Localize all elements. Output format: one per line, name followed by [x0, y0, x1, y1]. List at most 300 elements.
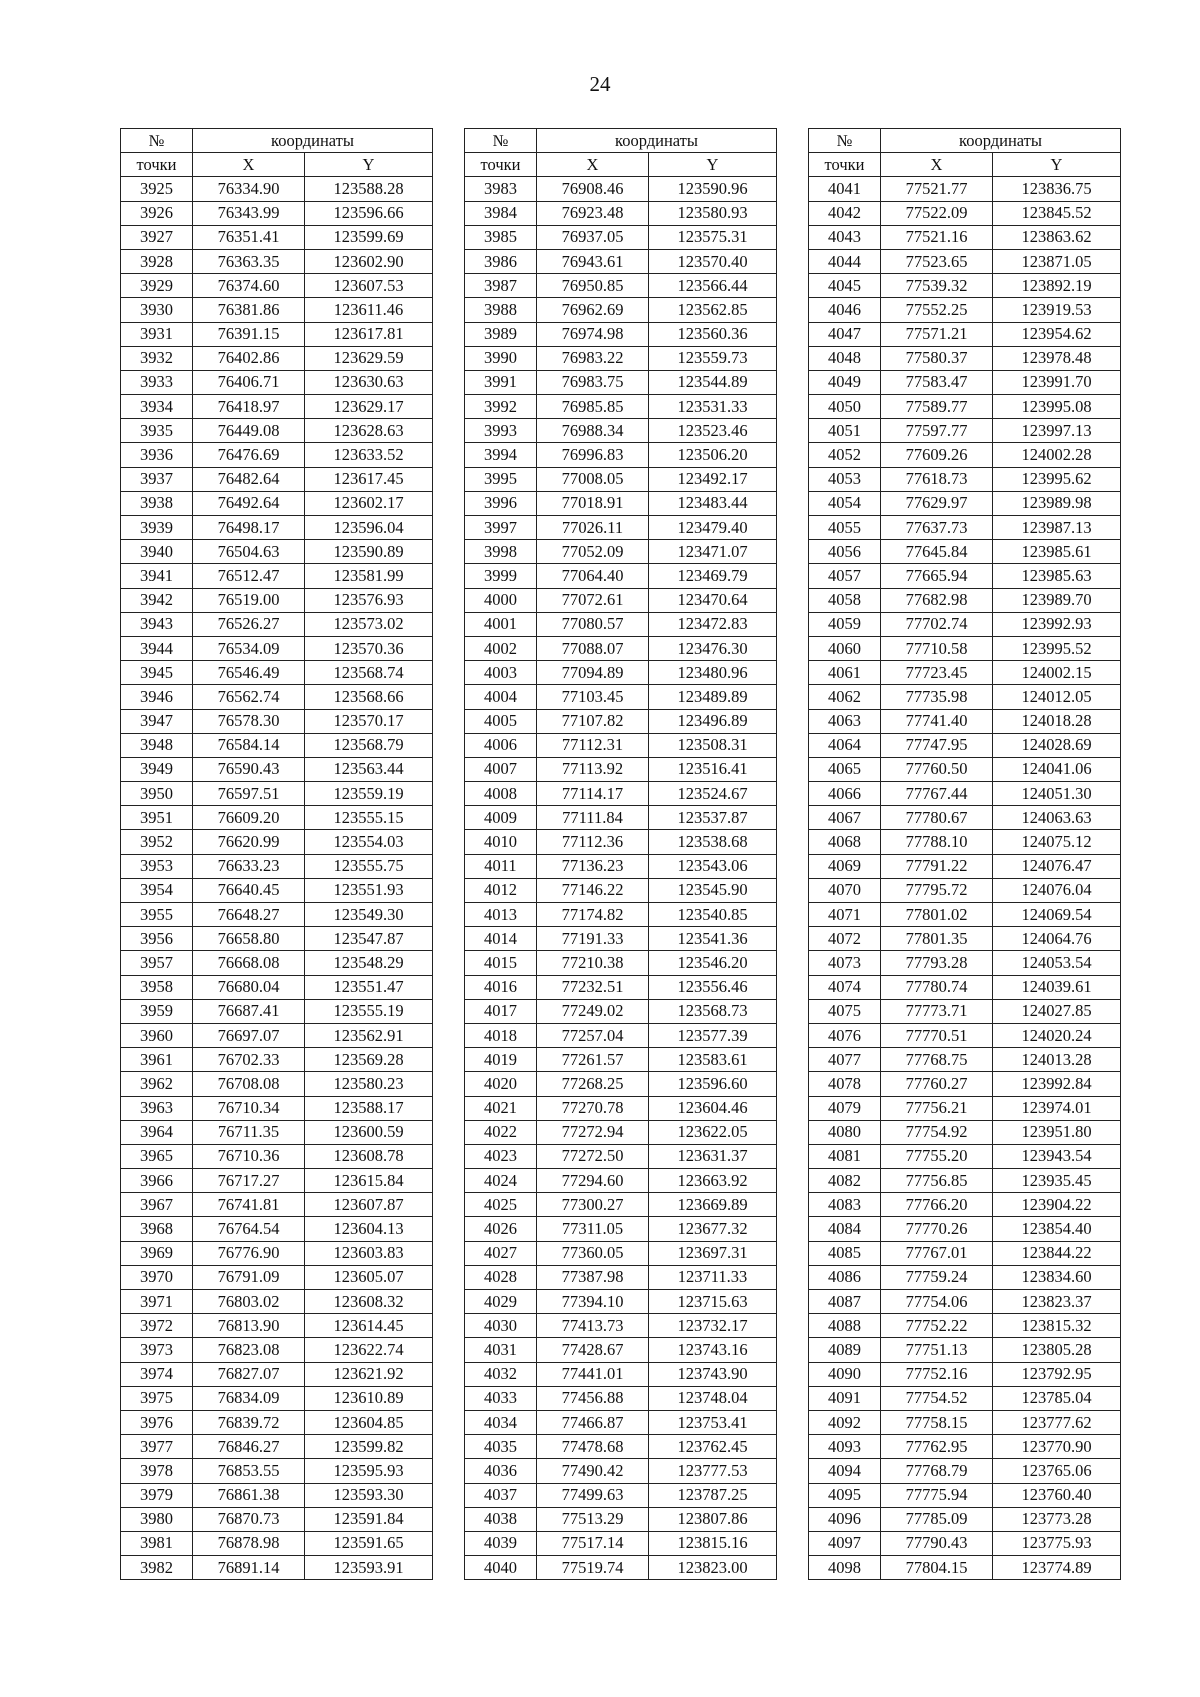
- point-number-cell: 4078: [809, 1072, 881, 1096]
- x-coordinate-cell: 77517.14: [537, 1531, 649, 1555]
- y-coordinate-cell: 123596.04: [305, 516, 433, 540]
- y-coordinate-cell: 124053.54: [993, 951, 1121, 975]
- x-coordinate-cell: 77112.36: [537, 830, 649, 854]
- table-row: [809, 733, 1121, 757]
- x-coordinate-cell: 77710.58: [881, 636, 993, 660]
- y-coordinate-cell: 123815.32: [993, 1314, 1121, 1338]
- y-coordinate-cell: 123471.07: [649, 540, 777, 564]
- x-coordinate-cell: 76974.98: [537, 322, 649, 346]
- x-coordinate-cell: 76578.30: [193, 709, 305, 733]
- table-row: [465, 636, 777, 660]
- x-coordinate-cell: 76950.85: [537, 274, 649, 298]
- x-coordinate-cell: 77088.07: [537, 636, 649, 660]
- table-row: [465, 612, 777, 636]
- table-row: [121, 1362, 433, 1386]
- x-coordinate-cell: 76803.02: [193, 1290, 305, 1314]
- y-coordinate-cell: 123823.00: [649, 1556, 777, 1580]
- y-coordinate-cell: 123608.32: [305, 1290, 433, 1314]
- x-coordinate-cell: 77112.31: [537, 733, 649, 757]
- x-coordinate-cell: 77801.02: [881, 903, 993, 927]
- y-coordinate-cell: 123524.67: [649, 782, 777, 806]
- point-number-cell: 4097: [809, 1531, 881, 1555]
- table-row: [809, 1023, 1121, 1047]
- point-number-cell: 4018: [465, 1023, 537, 1047]
- table-row: [121, 903, 433, 927]
- table-row: [465, 370, 777, 394]
- point-number-cell: 4086: [809, 1265, 881, 1289]
- point-number-cell: 3959: [121, 999, 193, 1023]
- y-coordinate-cell: 123622.05: [649, 1120, 777, 1144]
- x-coordinate-cell: 77080.57: [537, 612, 649, 636]
- table-row: [121, 1338, 433, 1362]
- y-coordinate-cell: 123604.85: [305, 1410, 433, 1434]
- point-number-cell: 4000: [465, 588, 537, 612]
- point-number-cell: 4063: [809, 709, 881, 733]
- point-number-cell: 4084: [809, 1217, 881, 1241]
- point-number-cell: 4087: [809, 1290, 881, 1314]
- x-coordinate-cell: 77795.72: [881, 878, 993, 902]
- point-number-cell: 3994: [465, 443, 537, 467]
- x-coordinate-cell: 77466.87: [537, 1410, 649, 1434]
- point-number-cell: 4037: [465, 1483, 537, 1507]
- point-number-cell: 3934: [121, 395, 193, 419]
- table-row: [465, 274, 777, 298]
- point-number-cell: 4058: [809, 588, 881, 612]
- point-number-cell: 4079: [809, 1096, 881, 1120]
- point-number-cell: 4051: [809, 419, 881, 443]
- x-coordinate-cell: 76668.08: [193, 951, 305, 975]
- y-coordinate-cell: 123596.60: [649, 1072, 777, 1096]
- x-coordinate-cell: 77499.63: [537, 1483, 649, 1507]
- x-header: X: [881, 153, 993, 177]
- y-coordinate-cell: 123904.22: [993, 1193, 1121, 1217]
- table-row: [465, 1048, 777, 1072]
- x-coordinate-cell: 77741.40: [881, 709, 993, 733]
- y-coordinate-cell: 123593.91: [305, 1556, 433, 1580]
- table-row: [121, 201, 433, 225]
- point-number-cell: 4014: [465, 927, 537, 951]
- y-coordinate-cell: 123792.95: [993, 1362, 1121, 1386]
- table-row: [121, 516, 433, 540]
- y-coordinate-cell: 123677.32: [649, 1217, 777, 1241]
- y-coordinate-cell: 123608.78: [305, 1144, 433, 1168]
- x-coordinate-cell: 76640.45: [193, 878, 305, 902]
- table-row: [809, 830, 1121, 854]
- x-coordinate-cell: 77272.94: [537, 1120, 649, 1144]
- x-coordinate-cell: 76562.74: [193, 685, 305, 709]
- point-number-cell: 3945: [121, 661, 193, 685]
- table-row: [465, 201, 777, 225]
- x-coordinate-cell: 77261.57: [537, 1048, 649, 1072]
- x-coordinate-cell: 77018.91: [537, 491, 649, 515]
- y-coordinate-cell: 123602.17: [305, 491, 433, 515]
- y-coordinate-cell: 123543.06: [649, 854, 777, 878]
- y-coordinate-cell: 123863.62: [993, 225, 1121, 249]
- y-coordinate-cell: 123596.66: [305, 201, 433, 225]
- y-coordinate-cell: 123570.17: [305, 709, 433, 733]
- x-header: X: [537, 153, 649, 177]
- x-coordinate-cell: 76609.20: [193, 806, 305, 830]
- header-row: [121, 153, 433, 177]
- table-row: [121, 709, 433, 733]
- x-coordinate-cell: 76813.90: [193, 1314, 305, 1338]
- table-row: [465, 709, 777, 733]
- y-coordinate-cell: 123765.06: [993, 1459, 1121, 1483]
- coordinates-header: координаты: [537, 129, 777, 153]
- x-coordinate-cell: 77791.22: [881, 854, 993, 878]
- x-coordinate-cell: 76620.99: [193, 830, 305, 854]
- point-number-cell: 3997: [465, 516, 537, 540]
- table-row: [121, 1507, 433, 1531]
- y-coordinate-cell: 123611.46: [305, 298, 433, 322]
- x-coordinate-cell: 76710.36: [193, 1144, 305, 1168]
- table-row: [465, 588, 777, 612]
- table-row: [809, 685, 1121, 709]
- point-number-cell: 4068: [809, 830, 881, 854]
- table-row: [809, 564, 1121, 588]
- point-number-cell: 3938: [121, 491, 193, 515]
- y-coordinate-cell: 123576.93: [305, 588, 433, 612]
- y-coordinate-cell: 124069.54: [993, 903, 1121, 927]
- point-number-cell: 3982: [121, 1556, 193, 1580]
- table-row: [121, 975, 433, 999]
- y-coordinate-cell: 123845.52: [993, 201, 1121, 225]
- x-coordinate-cell: 76687.41: [193, 999, 305, 1023]
- point-number-cell: 4041: [809, 177, 881, 201]
- point-number-cell: 4042: [809, 201, 881, 225]
- y-coordinate-cell: 123540.85: [649, 903, 777, 927]
- x-coordinate-cell: 77754.52: [881, 1386, 993, 1410]
- y-coordinate-cell: 123555.75: [305, 854, 433, 878]
- x-coordinate-cell: 77665.94: [881, 564, 993, 588]
- table-row: [465, 346, 777, 370]
- y-coordinate-cell: 123777.53: [649, 1459, 777, 1483]
- x-coordinate-cell: 76708.08: [193, 1072, 305, 1096]
- x-coordinate-cell: 77103.45: [537, 685, 649, 709]
- point-number-cell: 4071: [809, 903, 881, 927]
- x-coordinate-cell: 77272.50: [537, 1144, 649, 1168]
- point-number-cell: 4030: [465, 1314, 537, 1338]
- point-number-cell: 4031: [465, 1338, 537, 1362]
- x-coordinate-cell: 77270.78: [537, 1096, 649, 1120]
- table-row: [121, 1410, 433, 1434]
- point-number-cell: 4070: [809, 878, 881, 902]
- table-row: [809, 1193, 1121, 1217]
- table-row: [121, 346, 433, 370]
- table-row: [465, 1241, 777, 1265]
- y-coordinate-cell: 123476.30: [649, 636, 777, 660]
- y-coordinate-cell: 123556.46: [649, 975, 777, 999]
- point-number-cell: 4056: [809, 540, 881, 564]
- point-number-cell: 4049: [809, 370, 881, 394]
- y-coordinate-cell: 123807.86: [649, 1507, 777, 1531]
- point-number-cell: 3969: [121, 1241, 193, 1265]
- y-coordinate-cell: 123997.13: [993, 419, 1121, 443]
- x-coordinate-cell: 77768.79: [881, 1459, 993, 1483]
- y-coordinate-cell: 123954.62: [993, 322, 1121, 346]
- point-number-cell: 4081: [809, 1144, 881, 1168]
- table-row: [465, 1459, 777, 1483]
- point-number-cell: 3953: [121, 854, 193, 878]
- y-coordinate-cell: 123508.31: [649, 733, 777, 757]
- point-number-cell: 4050: [809, 395, 881, 419]
- table-row: [809, 709, 1121, 733]
- y-coordinate-cell: 123697.31: [649, 1241, 777, 1265]
- table-row: [809, 1217, 1121, 1241]
- y-coordinate-cell: 123546.20: [649, 951, 777, 975]
- point-number-cell: 4098: [809, 1556, 881, 1580]
- point-number-cell: 4028: [465, 1265, 537, 1289]
- y-coordinate-cell: 123562.85: [649, 298, 777, 322]
- table-row: [121, 467, 433, 491]
- x-coordinate-cell: 77609.26: [881, 443, 993, 467]
- x-coordinate-cell: 77360.05: [537, 1241, 649, 1265]
- point-number-cell: 3968: [121, 1217, 193, 1241]
- table-row: [465, 177, 777, 201]
- x-coordinate-cell: 76839.72: [193, 1410, 305, 1434]
- table-row: [465, 806, 777, 830]
- x-coordinate-cell: 77637.73: [881, 516, 993, 540]
- y-header: Y: [649, 153, 777, 177]
- table-row: [809, 927, 1121, 951]
- y-coordinate-cell: 123496.89: [649, 709, 777, 733]
- table-row: [465, 1314, 777, 1338]
- point-number-cell: 3942: [121, 588, 193, 612]
- y-coordinate-cell: 123614.45: [305, 1314, 433, 1338]
- point-number-cell: 3988: [465, 298, 537, 322]
- point-number-cell: 4082: [809, 1169, 881, 1193]
- point-number-cell: 4094: [809, 1459, 881, 1483]
- point-number-cell: 4066: [809, 782, 881, 806]
- x-coordinate-cell: 76711.35: [193, 1120, 305, 1144]
- point-number-cell: 4012: [465, 878, 537, 902]
- table-row: [809, 1338, 1121, 1362]
- table-row: [465, 830, 777, 854]
- y-coordinate-cell: 124041.06: [993, 757, 1121, 781]
- header-row: [465, 129, 777, 153]
- point-number-cell: 3998: [465, 540, 537, 564]
- y-coordinate-cell: 123479.40: [649, 516, 777, 540]
- x-coordinate-cell: 77766.20: [881, 1193, 993, 1217]
- table-row: [465, 1507, 777, 1531]
- y-coordinate-cell: 123580.23: [305, 1072, 433, 1096]
- table-row: [121, 1217, 433, 1241]
- point-number-cell: 3970: [121, 1265, 193, 1289]
- y-coordinate-cell: 123753.41: [649, 1410, 777, 1434]
- point-number-cell: 3935: [121, 419, 193, 443]
- table-row: [465, 564, 777, 588]
- y-coordinate-cell: 123663.92: [649, 1169, 777, 1193]
- point-number-cell: 3981: [121, 1531, 193, 1555]
- x-coordinate-cell: 77387.98: [537, 1265, 649, 1289]
- y-coordinate-cell: 123523.46: [649, 419, 777, 443]
- table-row: [121, 1193, 433, 1217]
- coordinates-table-1: [120, 128, 433, 1580]
- point-number-cell: 4019: [465, 1048, 537, 1072]
- x-coordinate-cell: 76741.81: [193, 1193, 305, 1217]
- table-row: [465, 249, 777, 273]
- x-coordinate-cell: 77146.22: [537, 878, 649, 902]
- table-row: [121, 274, 433, 298]
- point-number-cell: 4089: [809, 1338, 881, 1362]
- point-number-cell: 3990: [465, 346, 537, 370]
- point-number-cell: 3950: [121, 782, 193, 806]
- table-row: [121, 395, 433, 419]
- table-row: [121, 999, 433, 1023]
- x-coordinate-cell: 77788.10: [881, 830, 993, 854]
- y-coordinate-cell: 123599.82: [305, 1435, 433, 1459]
- point-number-cell: 3960: [121, 1023, 193, 1047]
- table-row: [465, 999, 777, 1023]
- x-coordinate-cell: 76449.08: [193, 419, 305, 443]
- x-coordinate-cell: 77456.88: [537, 1386, 649, 1410]
- y-coordinate-cell: 123633.52: [305, 443, 433, 467]
- point-number-cell: 3939: [121, 516, 193, 540]
- x-coordinate-cell: 76351.41: [193, 225, 305, 249]
- x-coordinate-cell: 76498.17: [193, 516, 305, 540]
- table-row: [465, 757, 777, 781]
- table-row: [809, 1410, 1121, 1434]
- y-coordinate-cell: 123548.29: [305, 951, 433, 975]
- y-coordinate-cell: 123773.28: [993, 1507, 1121, 1531]
- y-coordinate-cell: 123617.81: [305, 322, 433, 346]
- point-number-subheader: точки: [465, 153, 537, 177]
- point-number-cell: 3976: [121, 1410, 193, 1434]
- point-number-cell: 3996: [465, 491, 537, 515]
- table-row: [121, 685, 433, 709]
- point-number-cell: 4065: [809, 757, 881, 781]
- point-number-cell: 4091: [809, 1386, 881, 1410]
- point-number-cell: 3944: [121, 636, 193, 660]
- y-coordinate-cell: 123562.91: [305, 1023, 433, 1047]
- x-coordinate-cell: 77107.82: [537, 709, 649, 733]
- y-coordinate-cell: 124076.47: [993, 854, 1121, 878]
- table-row: [465, 1217, 777, 1241]
- x-coordinate-cell: 77072.61: [537, 588, 649, 612]
- y-coordinate-cell: 124012.05: [993, 685, 1121, 709]
- point-number-cell: 4048: [809, 346, 881, 370]
- point-number-cell: 4069: [809, 854, 881, 878]
- table-row: [121, 1169, 433, 1193]
- y-coordinate-cell: 124039.61: [993, 975, 1121, 999]
- x-coordinate-cell: 76526.27: [193, 612, 305, 636]
- point-number-cell: 4035: [465, 1435, 537, 1459]
- y-coordinate-cell: 124028.69: [993, 733, 1121, 757]
- x-coordinate-cell: 76418.97: [193, 395, 305, 419]
- table-row: [809, 1483, 1121, 1507]
- x-coordinate-cell: 77191.33: [537, 927, 649, 951]
- point-number-cell: 3932: [121, 346, 193, 370]
- y-coordinate-cell: 123629.17: [305, 395, 433, 419]
- x-coordinate-cell: 77428.67: [537, 1338, 649, 1362]
- point-number-cell: 3930: [121, 298, 193, 322]
- point-number-subheader: точки: [121, 153, 193, 177]
- point-number-cell: 4017: [465, 999, 537, 1023]
- point-number-cell: 4024: [465, 1169, 537, 1193]
- table-row: [465, 1120, 777, 1144]
- point-number-cell: 3983: [465, 177, 537, 201]
- table-row: [809, 903, 1121, 927]
- x-coordinate-cell: 77770.51: [881, 1023, 993, 1047]
- x-coordinate-cell: 77755.20: [881, 1144, 993, 1168]
- table-row: [121, 419, 433, 443]
- point-number-cell: 4064: [809, 733, 881, 757]
- x-coordinate-cell: 76937.05: [537, 225, 649, 249]
- y-coordinate-cell: 123732.17: [649, 1314, 777, 1338]
- x-coordinate-cell: 77780.67: [881, 806, 993, 830]
- x-coordinate-cell: 76391.15: [193, 322, 305, 346]
- y-coordinate-cell: 123605.07: [305, 1265, 433, 1289]
- point-number-cell: 3964: [121, 1120, 193, 1144]
- point-number-cell: 3963: [121, 1096, 193, 1120]
- point-number-cell: 4026: [465, 1217, 537, 1241]
- table-row: [465, 467, 777, 491]
- table-row: [465, 1193, 777, 1217]
- y-coordinate-cell: 123775.93: [993, 1531, 1121, 1555]
- point-number-subheader: точки: [809, 153, 881, 177]
- table-row: [121, 443, 433, 467]
- y-coordinate-cell: 124018.28: [993, 709, 1121, 733]
- x-coordinate-cell: 77751.13: [881, 1338, 993, 1362]
- table-row: [809, 1265, 1121, 1289]
- x-coordinate-cell: 77759.24: [881, 1265, 993, 1289]
- y-coordinate-cell: 123568.79: [305, 733, 433, 757]
- x-coordinate-cell: 77268.25: [537, 1072, 649, 1096]
- point-number-cell: 3937: [121, 467, 193, 491]
- y-coordinate-cell: 124063.63: [993, 806, 1121, 830]
- y-coordinate-cell: 123622.74: [305, 1338, 433, 1362]
- y-coordinate-cell: 123985.61: [993, 540, 1121, 564]
- point-number-cell: 4016: [465, 975, 537, 999]
- table-row: [809, 1169, 1121, 1193]
- coordinates-header: координаты: [193, 129, 433, 153]
- point-number-cell: 3927: [121, 225, 193, 249]
- table-row: [465, 927, 777, 951]
- y-coordinate-cell: 124002.15: [993, 661, 1121, 685]
- x-coordinate-cell: 77094.89: [537, 661, 649, 685]
- table-row: [121, 636, 433, 660]
- x-coordinate-cell: 76985.85: [537, 395, 649, 419]
- x-coordinate-cell: 77441.01: [537, 1362, 649, 1386]
- y-coordinate-cell: 123568.66: [305, 685, 433, 709]
- y-coordinate-cell: 123995.52: [993, 636, 1121, 660]
- table-row: [809, 1120, 1121, 1144]
- y-coordinate-cell: 123549.30: [305, 903, 433, 927]
- y-coordinate-cell: 123989.98: [993, 491, 1121, 515]
- table-row: [465, 1144, 777, 1168]
- y-coordinate-cell: 123545.90: [649, 878, 777, 902]
- table-row: [809, 1556, 1121, 1580]
- table-row: [465, 1556, 777, 1580]
- point-number-cell: 3985: [465, 225, 537, 249]
- point-number-cell: 4052: [809, 443, 881, 467]
- header-row: [121, 129, 433, 153]
- y-coordinate-cell: 123570.36: [305, 636, 433, 660]
- y-coordinate-cell: 123516.41: [649, 757, 777, 781]
- x-coordinate-cell: 77589.77: [881, 395, 993, 419]
- y-coordinate-cell: 123615.84: [305, 1169, 433, 1193]
- point-number-cell: 4013: [465, 903, 537, 927]
- point-number-cell: 3966: [121, 1169, 193, 1193]
- y-coordinate-cell: 123815.16: [649, 1531, 777, 1555]
- y-coordinate-cell: 123743.90: [649, 1362, 777, 1386]
- y-coordinate-cell: 124027.85: [993, 999, 1121, 1023]
- table-row: [809, 951, 1121, 975]
- point-number-cell: 3936: [121, 443, 193, 467]
- y-coordinate-cell: 124076.04: [993, 878, 1121, 902]
- point-number-cell: 4054: [809, 491, 881, 515]
- table-row: [121, 806, 433, 830]
